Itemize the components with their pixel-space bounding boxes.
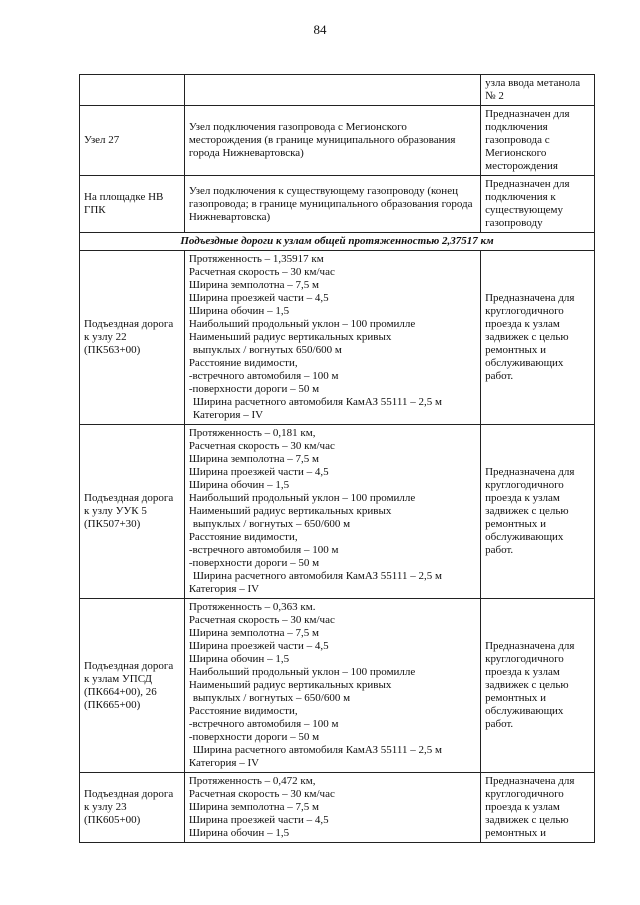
section-row [80,233,595,251]
spec-line: Ширина земполотна – 7,5 м [188,801,320,813]
spec-line: Протяженность – 0,363 км. [188,601,316,613]
spec-line: Ширина обочин – 1,5 [188,305,290,317]
spec-line: Расчетная скорость – 30 км/час [188,266,335,278]
spec-line: Наименьший радиус вертикальных кривых [188,679,392,691]
spec-line: Ширина расчетного автомобиля КамАЗ 55111 – 2,5 м [192,396,442,408]
cell-purpose: Предназначена для круглогодичного проезда к узлам задвижек с целью ремонтных и [481,773,595,843]
table-row [80,251,595,425]
spec-line: Ширина проезжей части – 4,5 [188,466,329,478]
spec-line: -встречного автомобиля – 100 м [188,544,339,556]
spec-line: Ширина земполотна – 7,5 м [188,279,320,291]
spec-line: Расстояние видимости, [188,357,298,369]
spec-line: Ширина расчетного автомобиля КамАЗ 55111 – 2,5 м [192,570,442,582]
document-table [79,74,595,843]
spec-line: Ширина проезжей части – 4,5 [188,640,329,652]
spec-line: Категория – IV [192,409,264,421]
spec-line: выпуклых / вогнутых – 650/600 м [192,518,351,530]
cell-specs [184,773,480,843]
cell-purpose: узла ввода метанола № 2 [481,75,595,106]
cell-description: Узел подключения газопровода с Мегионского месторождения (в границе муниципального образования города Нижневартовска) [184,106,480,176]
cell-object: Подъездная дорога к узлу 23 (ПК605+00) [80,773,185,843]
spec-line: -поверхности дороги – 50 м [188,557,320,569]
spec-line: Наибольший продольный уклон – 100 промилле [188,666,416,678]
spec-line: Ширина проезжей части – 4,5 [188,292,329,304]
cell-specs [184,599,480,773]
spec-line: -поверхности дороги – 50 м [188,383,320,395]
spec-line: выпуклых / вогнутых 650/600 м [192,344,342,356]
spec-line: Ширина расчетного автомобиля КамАЗ 55111 – 2,5 м [192,744,442,756]
spec-line: Ширина обочин – 1,5 [188,827,290,839]
section-title: Подъездные дороги к узлам общей протяженностью 2,37517 км [80,233,595,251]
spec-line: Категория – IV [188,757,260,769]
spec-line: Ширина обочин – 1,5 [188,479,290,491]
spec-line: Ширина обочин – 1,5 [188,653,290,665]
cell-purpose: Предназначена для круглогодичного проезда к узлам задвижек с целью ремонтных и обслуживающих работ. [481,599,595,773]
table-row [80,599,595,773]
cell-object: Узел 27 [80,106,185,176]
spec-line: Протяженность – 1,35917 км [188,253,324,265]
page-number: 84 [313,22,327,37]
spec-line: Наибольший продольный уклон – 100 промилле [188,318,416,330]
cell-specs [184,251,480,425]
cell-object: Подъездная дорога к узлу 22 (ПК563+00) [80,251,185,425]
spec-line: Наименьший радиус вертикальных кривых [188,505,392,517]
spec-line: Наибольший продольный уклон – 100 промилле [188,492,416,504]
table-row [80,75,595,106]
cell-purpose: Предназначен для подключения газопровода с Мегионского месторождения [481,106,595,176]
table-row [80,106,595,176]
cell-purpose: Предназначена для круглогодичного проезда к узлам задвижек с целью ремонтных и обслуживающих работ. [481,251,595,425]
spec-line: Ширина земполотна – 7,5 м [188,627,320,639]
cell-object [80,75,185,106]
spec-line: -встречного автомобиля – 100 м [188,370,339,382]
spec-line: -встречного автомобиля – 100 м [188,718,339,730]
cell-object: На площадке НВ ГПК [80,176,185,233]
spec-line: Протяженность – 0,472 км, [188,775,316,787]
cell-purpose: Предназначена для круглогодичного проезда к узлам задвижек с целью ремонтных и обслуживающих работ. [481,425,595,599]
cell-purpose: Предназначен для подключения к существующему газопроводу [481,176,595,233]
table-row [80,425,595,599]
cell-object: Подъездная дорога к узлам УПСД (ПК664+00), 26 (ПК665+00) [80,599,185,773]
spec-line: Наименьший радиус вертикальных кривых [188,331,392,343]
cell-specs [184,425,480,599]
cell-object: Подъездная дорога к узлу УУК 5 (ПК507+30) [80,425,185,599]
cell-description [184,75,480,106]
spec-line: Расчетная скорость – 30 км/час [188,788,335,800]
spec-line: Ширина земполотна – 7,5 м [188,453,320,465]
spec-line: Протяженность – 0,181 км, [188,427,316,439]
spec-line: Категория – IV [188,583,260,595]
spec-line: Ширина проезжей части – 4,5 [188,814,329,826]
spec-line: выпуклых / вогнутых – 650/600 м [192,692,351,704]
table-row [80,176,595,233]
spec-line: -поверхности дороги – 50 м [188,731,320,743]
table-row [80,773,595,843]
spec-line: Расчетная скорость – 30 км/час [188,440,335,452]
cell-description: Узел подключения к существующему газопроводу (конец газопровода; в границе муниципального образования города Нижневартовска) [184,176,480,233]
spec-line: Расстояние видимости, [188,705,298,717]
spec-line: Расстояние видимости, [188,531,298,543]
spec-line: Расчетная скорость – 30 км/час [188,614,335,626]
